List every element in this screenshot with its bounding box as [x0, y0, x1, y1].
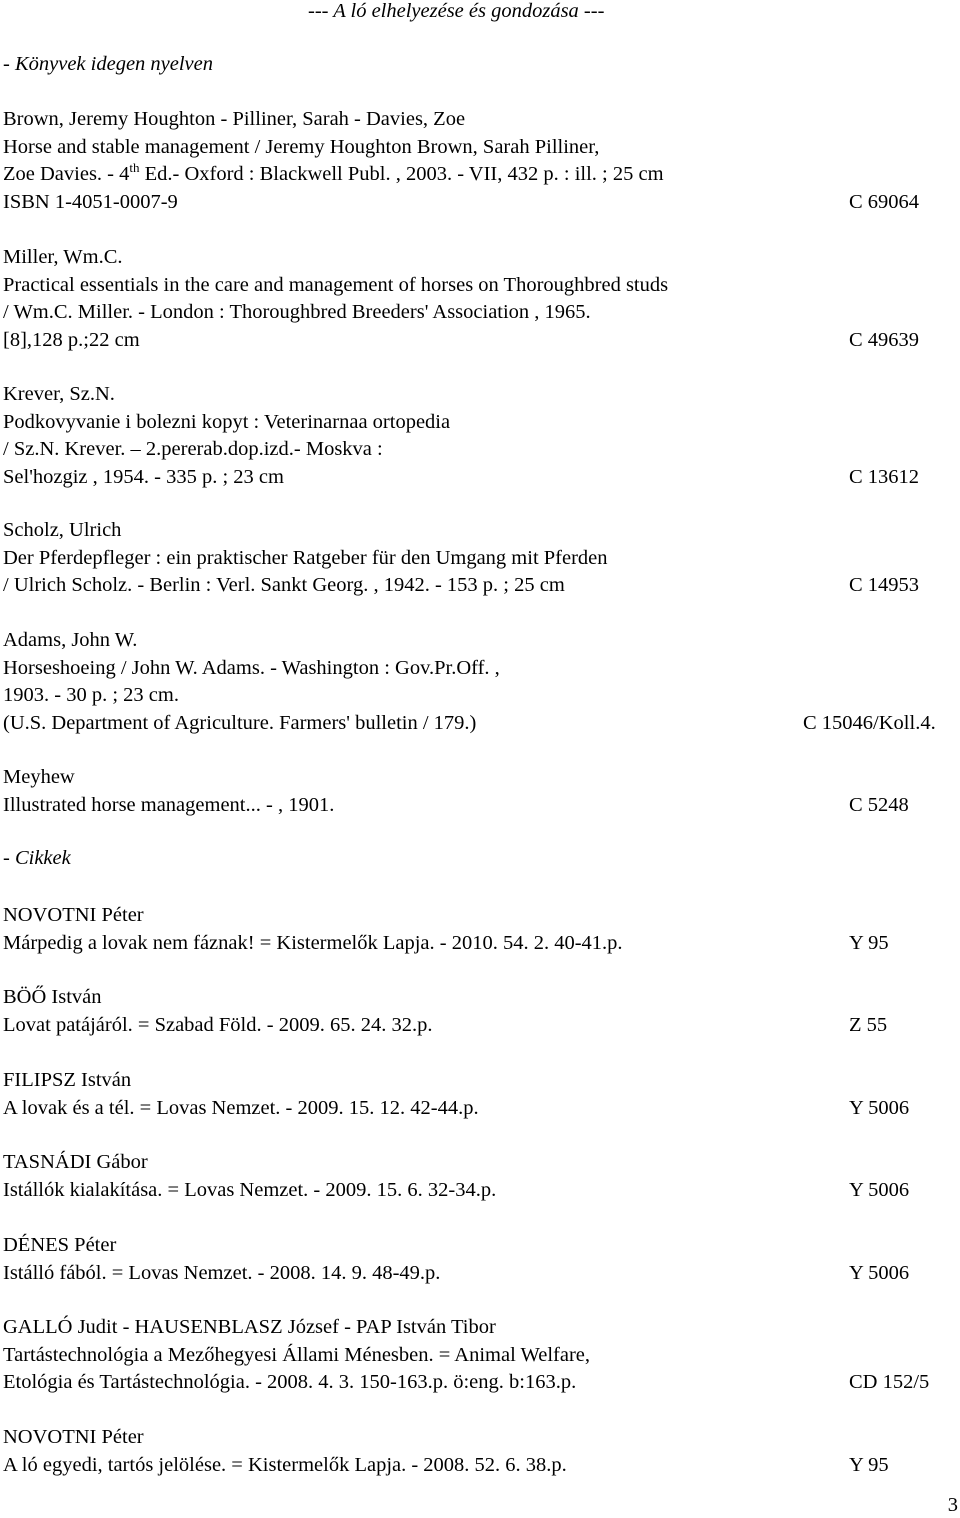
article-citation: Lovat patájáról. = Szabad Föld. - 2009. 65. 24. 32.p. Z 55 — [3, 1012, 953, 1040]
call-number: C 69064 — [849, 190, 920, 213]
call-number: Y 95 — [849, 1453, 889, 1476]
entry-line: Practical essentials in the care and management of horses on Thoroughbred studs — [3, 273, 669, 296]
call-number: CD 152/5 — [849, 1371, 930, 1393]
entry-line: 1903. - 30 p. ; 23 cm. — [3, 684, 179, 706]
article-entry — [3, 1232, 953, 1287]
page-number: 3 — [947, 1494, 958, 1516]
entry-line: / Sz.N. Krever. – 2.pererab.dop.izd.- Moskva : — [3, 438, 383, 460]
section-heading-articles: - Cikkek — [3, 847, 71, 869]
call-number: C 13612 — [849, 465, 920, 488]
call-number: C 5248 — [849, 793, 909, 816]
article-entry — [3, 1067, 953, 1122]
call-number: C 49639 — [849, 328, 920, 351]
entry-line: Meyhew — [3, 766, 75, 788]
article-author: FILIPSZ István — [3, 1069, 132, 1091]
entry-line: Horse and stable management / Jeremy Houghton Brown, Sarah Pilliner, — [3, 135, 600, 158]
article-citation: A lovak és a tél. = Lovas Nemzet. - 2009. 15. 12. 42-44.p. Y 5006 — [3, 1095, 953, 1123]
entry-line: Der Pferdepfleger : ein praktischer Ratgeber für den Umgang mit Pferden — [3, 546, 608, 569]
article-entry — [3, 1314, 953, 1397]
article-author: DÉNES Péter — [3, 1234, 117, 1256]
book-entry — [3, 106, 953, 216]
running-header: --- A ló elhelyezése és gondozása --- — [308, 0, 605, 22]
article-entry — [3, 984, 953, 1039]
article-citation: Tartástechnológia a Mezőhegyesi Állami Ménesben. = Animal Welfare, — [3, 1343, 591, 1366]
superscript: th — [129, 160, 140, 176]
article-citation: Istállók kialakítása. = Lovas Nemzet. - 2009. 15. 6. 32-34.p. Y 5006 — [3, 1177, 953, 1205]
article-citation: Etológia és Tartástechnológia. - 2008. 4. 3. 150-163.p. ö:eng. b:163.p. CD 152/5 — [3, 1369, 953, 1397]
article-citation: Márpedig a lovak nem fáznak! = Kistermelők Lapja. - 2010. 54. 2. 40-41.p. Y 95 — [3, 930, 953, 958]
call-number: C 14953 — [849, 574, 920, 596]
entry-line: Illustrated horse management... - , 1901. C 5248 — [3, 792, 953, 820]
article-author: BÖŐ István — [3, 986, 102, 1008]
book-entry — [3, 764, 953, 819]
entry-line: Miller, Wm.C. — [3, 246, 123, 268]
entry-line: Adams, John W. — [3, 629, 138, 651]
article-author: NOVOTNI Péter — [3, 904, 144, 926]
entry-line: ISBN 1-4051-0007-9 C 69064 — [3, 189, 953, 217]
book-entry — [3, 244, 953, 354]
call-number: Y 5006 — [849, 1096, 910, 1119]
book-entry — [3, 627, 953, 737]
entry-line: / Wm.C. Miller. - London : Thoroughbred Breeders' Association , 1965. — [3, 301, 591, 323]
entry-line: Horseshoeing / John W. Adams. - Washington : Gov.Pr.Off. , — [3, 656, 500, 679]
entry-line: / Ulrich Scholz. - Berlin : Verl. Sankt Georg. , 1942. - 153 p. ; 25 cm C 14953 — [3, 572, 953, 600]
call-number: C 15046/Koll.4. — [803, 711, 936, 734]
entry-line: Brown, Jeremy Houghton - Pilliner, Sarah - Davies, Zoe — [3, 108, 466, 130]
article-entry — [3, 1149, 953, 1204]
section-heading-foreign-books: - Könyvek idegen nyelven — [3, 53, 214, 75]
entry-line: Krever, Sz.N. — [3, 383, 115, 405]
article-author: NOVOTNI Péter — [3, 1426, 144, 1448]
entry-line: (U.S. Department of Agriculture. Farmers' bulletin / 179.) C 15046/Koll.4. — [3, 710, 953, 738]
entry-line: Zoe Davies. - 4th Ed.- Oxford : Blackwell Publ. , 2003. - VII, 432 p. : ill. ; 25 cm — [3, 160, 664, 185]
book-entry — [3, 381, 953, 491]
article-author: GALLÓ Judit - HAUSENBLASZ József - PAP István Tibor — [3, 1316, 496, 1338]
call-number: Y 5006 — [849, 1178, 910, 1201]
call-number: Y 5006 — [849, 1261, 910, 1284]
call-number: Z 55 — [849, 1013, 888, 1036]
article-entry — [3, 1424, 953, 1479]
article-citation: A ló egyedi, tartós jelölése. = Kistermelők Lapja. - 2008. 52. 6. 38.p. Y 95 — [3, 1452, 953, 1480]
entry-line: [8],128 p.;22 cm C 49639 — [3, 327, 953, 355]
entry-line: Podkovyvanie i bolezni kopyt : Veterinarnaa ortopedia — [3, 410, 451, 433]
article-entry — [3, 902, 953, 957]
entry-line: Sel'hozgiz , 1954. - 335 p. ; 23 cm C 13612 — [3, 464, 953, 492]
article-citation: Istálló fából. = Lovas Nemzet. - 2008. 14. 9. 48-49.p. Y 5006 — [3, 1260, 953, 1288]
article-author: TASNÁDI Gábor — [3, 1151, 148, 1173]
call-number: Y 95 — [849, 931, 889, 954]
entry-line: Scholz, Ulrich — [3, 519, 122, 541]
book-entry — [3, 517, 953, 600]
